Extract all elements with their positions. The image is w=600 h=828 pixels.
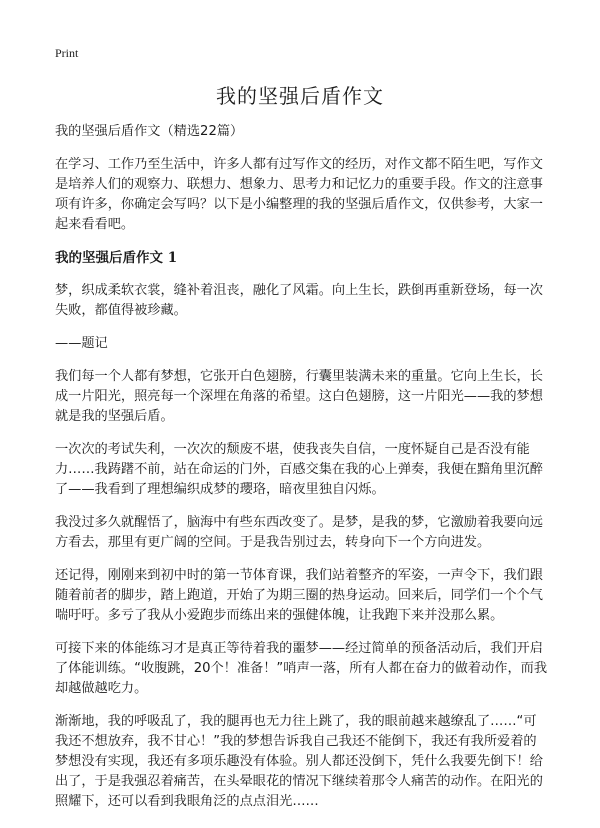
body-paragraph: 一次次的考试失利，一次次的颓废不堪，使我丧失自信，一度怀疑自己是否没有能力……我踌躇不前，站在命运的门外，百感交集在我的心上弹奏，我便在黯角里沉醉了——我看到了理想编织成梦的瓔珞，暗夜里独自闪烁。 [55,442,543,497]
body-paragraph: 我们每一个人都有梦想，它张开白色翅膀，行囊里装满未来的重量。它向上生长，长成一片阳光，照亮每一个深埋在角落的希望。这白色翅膀，这一片阳光——我的梦想就是我的坚强后盾。 [55,369,543,424]
body-paragraph: 我没过多久就醒悟了，脑海中有些东西改变了。是梦，是我的梦，它激励着我要向远方看去，那里有更广阔的空间。于是我告别过去，转身向下一个方向进发。 [55,515,543,550]
body-paragraph: 可接下来的体能练习才是真正等待着我的噩梦——经过简单的预备活动后，我们开启了体能训练。“收腹跳，20个！准备！”哨声一落，所有人都在奋力的做着动作，而我却越做越吃力。 [55,641,548,696]
print-link[interactable]: Print [55,46,79,60]
epigraph-attribution: ——题记 [55,336,108,351]
body-paragraph: 渐渐地，我的呼吸乱了，我的腿再也无力往上跳了，我的眼前越来越缭乱了……“可我还不想放弃，我不甘心！”我的梦想告诉我自己我还不能倒下，我还有我所爱着的梦想没有实现，我还有多项乐趣没有体验。别人都还没倒下，凭什么我要先倒下！给出了，于是我强忍着痛苦，在头晕眼花的情况下继续着那令人痛苦的动作。在阳光的照耀下，还可以看到我眼角泛的点点泪光…… [55,714,543,809]
article-body [55,122,549,825]
body-paragraph: 梦，织成柔软衣裳，缝补着沮丧，融化了风霜。向上生长，跌倒再重新登场，每一次失败，都值得被珍藏。 [55,283,543,318]
body-paragraph: 还记得，刚刚来到初中时的第一节体育课，我们站着整齐的军姿，一声令下，我们跟随着前者的脚步，踏上跑道，开始了为期三圈的热身运动。回来后，同学们一个个气喘吁吁。多亏了我从小爱跑步而练出来的强健体魄，让我跑下来并没那么累。 [55,568,543,623]
intro-paragraph: 在学习、工作乃至生活中，许多人都有过写作文的经历，对作文都不陌生吧，写作文是培养人们的观察力、联想力、想象力、思考力和记忆力的重要手段。作文的注意事项有许多，你确定会写吗？以下是小编整理的我的坚强后盾作文，仅供参考，大家一起来看看吧。 [55,157,543,232]
article-subtitle: 我的坚强后盾作文（精选22篇） [55,124,244,139]
section-heading: 我的坚强后盾作文 1 [55,250,178,266]
page-title: 我的坚强后盾作文 [216,84,384,108]
